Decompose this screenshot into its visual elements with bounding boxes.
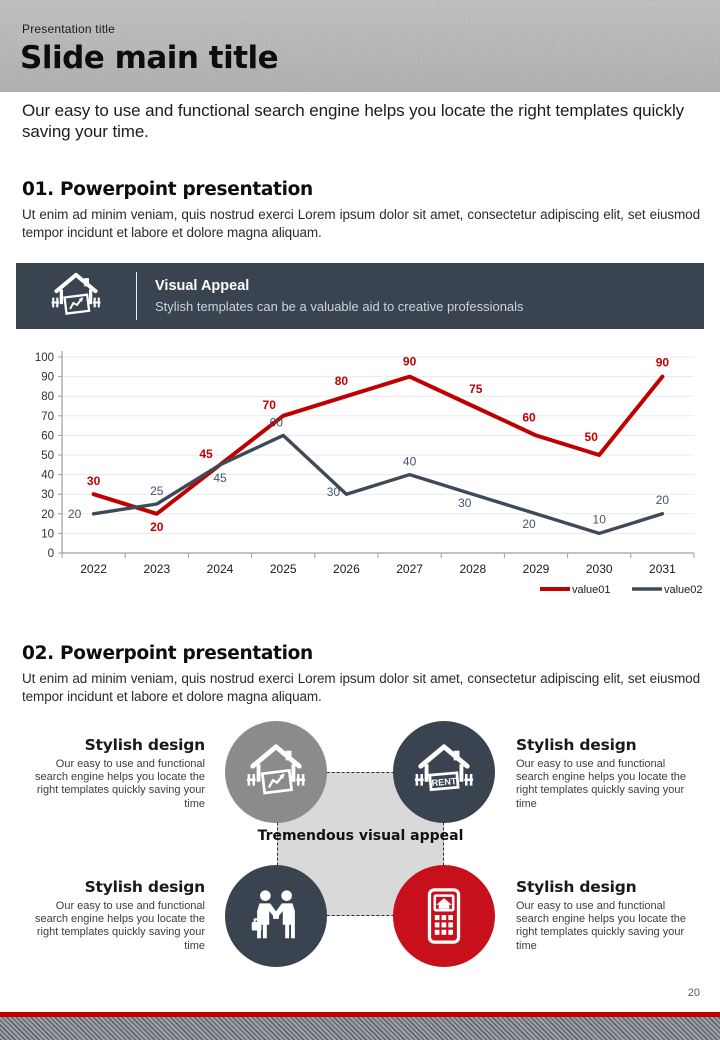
svg-text:90: 90	[655, 355, 670, 370]
section1-heading: 01. Powerpoint presentation	[22, 179, 313, 200]
diagram-item-title: Stylish design	[84, 736, 205, 754]
section2-body: Ut enim ad minim veniam, quis nostrud exerci Lorem ipsum dolor sit amet, consectetur adipiscing elit, set eiusmod tempor incidunt et labore et dolore magna aliquam.	[22, 671, 700, 704]
svg-text:2029: 2029	[522, 562, 550, 576]
page-number: 20	[687, 987, 700, 999]
visual-appeal-banner	[16, 263, 704, 329]
presentation-title: Presentation title	[22, 22, 115, 36]
diagram-text-tr	[516, 736, 688, 811]
page-title: Slide main title	[20, 40, 279, 76]
section2-heading: 02. Powerpoint presentation	[22, 643, 313, 664]
svg-text:45: 45	[199, 446, 213, 461]
banner-title: Visual Appeal	[155, 278, 250, 294]
diagram-item-title: Stylish design	[84, 878, 205, 896]
svg-text:60: 60	[269, 415, 283, 430]
house-chart-icon	[245, 741, 307, 803]
diagram-item-body: Our easy to use and functional search engine helps you locate the right templates quickly saving your time	[516, 758, 687, 810]
line-chart	[18, 343, 708, 606]
banner-divider	[136, 272, 137, 320]
footer-hatch-bar	[0, 1017, 720, 1040]
svg-text:30: 30	[41, 489, 54, 502]
svg-text:70: 70	[41, 410, 54, 423]
svg-text:value01: value01	[572, 584, 611, 596]
slide-header	[0, 0, 720, 92]
svg-text:45: 45	[213, 470, 227, 485]
svg-text:75: 75	[469, 382, 483, 396]
svg-text:50: 50	[584, 430, 598, 444]
diagram-circle-tr	[393, 721, 495, 823]
house-rent-icon	[413, 741, 475, 803]
svg-text:90: 90	[402, 354, 417, 369]
svg-text:100: 100	[34, 352, 54, 364]
diagram-item-body: Our easy to use and functional search engine helps you locate the right templates quickly saving your time	[516, 900, 687, 952]
svg-text:25: 25	[150, 484, 164, 498]
svg-text:20: 20	[655, 492, 670, 507]
svg-text:20: 20	[522, 516, 536, 531]
svg-text:80: 80	[41, 391, 54, 404]
svg-text:20: 20	[41, 508, 54, 521]
svg-text:value02: value02	[664, 584, 703, 596]
calculator-icon	[413, 885, 475, 947]
diagram-circle-tl	[225, 721, 327, 823]
diagram-center-label: Tremendous visual appeal	[257, 828, 464, 844]
house-chart-icon	[46, 270, 106, 322]
svg-text:2022: 2022	[80, 562, 107, 576]
svg-text:40: 40	[41, 469, 54, 482]
svg-text:2025: 2025	[269, 562, 297, 576]
svg-text:2030: 2030	[585, 562, 613, 576]
diagram-item-body: Our easy to use and functional search engine helps you locate the right templates quickly saving your time	[34, 758, 205, 810]
svg-text:70: 70	[262, 397, 276, 412]
svg-text:2027: 2027	[396, 562, 423, 576]
banner-text	[155, 278, 524, 314]
intro-text: Our easy to use and functional search engine helps you locate the right templates quickly saving your time.	[22, 101, 685, 141]
svg-text:60: 60	[522, 410, 536, 425]
svg-text:30: 30	[458, 496, 472, 511]
svg-text:40: 40	[402, 454, 417, 469]
diagram-circle-br	[393, 865, 495, 967]
svg-text:0: 0	[47, 548, 54, 560]
svg-text:50: 50	[41, 450, 54, 462]
section1-body: Ut enim ad minim veniam, quis nostrud exerci Lorem ipsum dolor sit amet, consectetur adipiscing elit, set eiusmod tempor incidunt et labore et dolore magna aliquam.	[22, 207, 700, 240]
svg-text:20: 20	[67, 506, 82, 521]
diagram-item-title: Stylish design	[516, 736, 637, 754]
svg-text:60: 60	[41, 430, 54, 443]
svg-text:20: 20	[150, 519, 164, 534]
svg-text:30: 30	[326, 485, 341, 500]
svg-text:2023: 2023	[143, 562, 171, 576]
svg-text:10: 10	[41, 528, 54, 541]
diagram-circle-bl	[225, 865, 327, 967]
diagram-text-br	[516, 878, 688, 953]
banner-subtitle: Stylish templates can be a valuable aid to creative professionals	[155, 299, 524, 314]
svg-text:90: 90	[41, 371, 54, 384]
svg-text:10: 10	[592, 512, 606, 527]
diagram-text-bl	[33, 878, 205, 953]
svg-text:2031: 2031	[649, 562, 676, 576]
svg-text:2024: 2024	[206, 562, 234, 576]
svg-text:2028: 2028	[459, 562, 487, 576]
diagram-text-tl	[33, 736, 205, 811]
infographic-diagram	[0, 715, 720, 980]
svg-text:2026: 2026	[333, 562, 360, 576]
svg-text:30: 30	[86, 474, 101, 489]
handshake-icon	[245, 885, 307, 947]
svg-text:80: 80	[334, 374, 349, 389]
diagram-item-body: Our easy to use and functional search engine helps you locate the right templates quickly saving your time	[34, 900, 205, 952]
diagram-item-title: Stylish design	[516, 878, 637, 896]
